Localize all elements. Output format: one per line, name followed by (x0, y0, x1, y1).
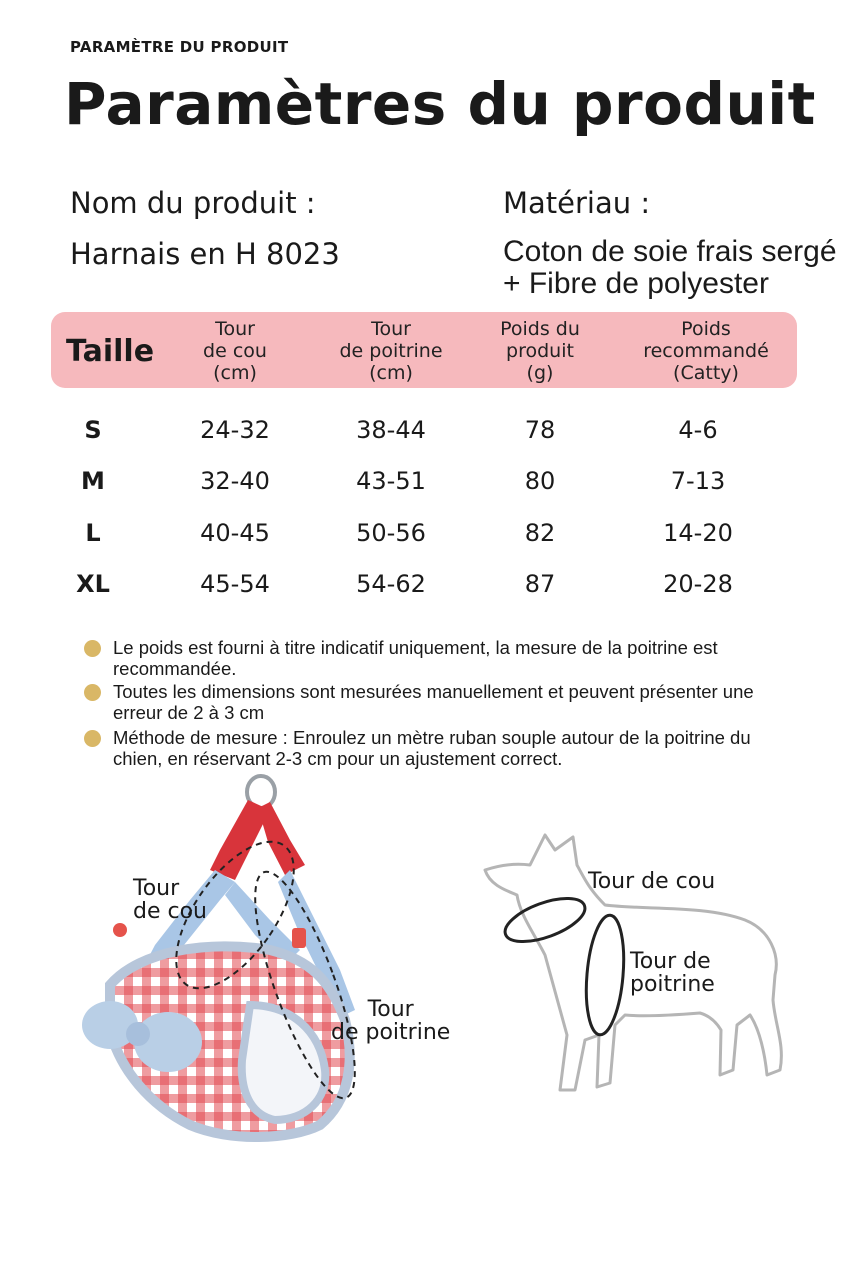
material-value-line2: + Fibre de polyester (503, 267, 769, 300)
list-item (84, 727, 784, 769)
header-line: (g) (526, 362, 554, 384)
callout-line: Tour (367, 997, 414, 1022)
header-line: produit (506, 340, 574, 362)
bullet-dot (84, 684, 101, 701)
table-cell: 24-32 (200, 416, 270, 444)
header-line: Tour (371, 318, 411, 340)
table-cell: 4-6 (678, 416, 718, 444)
table-cell: 45-54 (200, 570, 270, 598)
page-title: Paramètres du produit (64, 70, 816, 138)
callout-line: poitrine (630, 972, 715, 997)
dog-neck-label: Tour de cou (588, 869, 716, 894)
list-item (84, 681, 784, 723)
bullet-dot (84, 640, 101, 657)
table-cell: 20-28 (663, 570, 733, 598)
list-item (84, 637, 784, 679)
table-header-recommended-weight (628, 318, 784, 384)
material-label: Matériau : (503, 186, 651, 220)
header-line: (cm) (369, 362, 413, 384)
callout-line: Tour (133, 876, 180, 901)
bow-knot (126, 1022, 150, 1046)
header-line: Poids du (500, 318, 580, 340)
table-cell: 54-62 (356, 570, 426, 598)
harness-neck-label (133, 877, 207, 923)
header-kicker: PARAMÈTRE DU PRODUIT (70, 38, 289, 56)
header-line: Tour (215, 318, 255, 340)
red-strap (258, 802, 305, 875)
header-line: (Catty) (673, 362, 739, 384)
table-cell: 7-13 (670, 467, 726, 495)
header-line: recommandé (643, 340, 769, 362)
table-cell: 32-40 (200, 467, 270, 495)
table-cell: 80 (524, 467, 556, 495)
table-header-neck (175, 318, 295, 384)
table-cell: 78 (524, 416, 556, 444)
bullet-dot (84, 730, 101, 747)
note-text: Le poids est fourni à titre indicatif uniquement, la mesure de la poitrine est recommandée. (113, 637, 718, 679)
table-header-size: Taille (66, 334, 155, 369)
header-line: de cou (203, 340, 267, 362)
callout-line: Tour de (630, 949, 711, 974)
table-cell: 40-45 (200, 519, 270, 547)
harness-chest-label (331, 998, 450, 1044)
buckle (113, 923, 127, 937)
table-cell-size: XL (76, 570, 110, 598)
table-cell: 43-51 (356, 467, 426, 495)
dog-chest-label (630, 950, 715, 996)
note-text: Méthode de mesure : Enroulez un mètre ruban souple autour de la poitrine du chien, en réservant 2-3 cm pour un ajustement correct. (113, 727, 751, 769)
table-cell: 38-44 (356, 416, 426, 444)
harness-illustration (70, 770, 410, 1150)
table-cell-size: M (81, 467, 105, 495)
note-text: Toutes les dimensions sont mesurées manuellement et peuvent présenter une erreur de 2 à 3 cm (113, 681, 754, 723)
product-name-label: Nom du produit : (70, 186, 316, 220)
neck-loop (500, 890, 591, 951)
product-name-value: Harnais en H 8023 (70, 237, 340, 271)
table-header-product-weight (480, 318, 600, 384)
table-cell: 82 (524, 519, 556, 547)
table-cell: 14-20 (663, 519, 733, 547)
callout-line: de cou (133, 899, 207, 924)
table-cell: 87 (524, 570, 556, 598)
table-cell-size: S (84, 416, 102, 444)
buckle (292, 928, 306, 948)
table-cell-size: L (85, 519, 101, 547)
table-cell: 50-56 (356, 519, 426, 547)
table-header-chest (321, 318, 461, 384)
material-value-line1: Coton de soie frais sergé (503, 235, 837, 268)
header-line: de poitrine (339, 340, 443, 362)
header-line: (cm) (213, 362, 257, 384)
header-line: Poids (681, 318, 731, 340)
callout-line: de poitrine (331, 1020, 451, 1045)
